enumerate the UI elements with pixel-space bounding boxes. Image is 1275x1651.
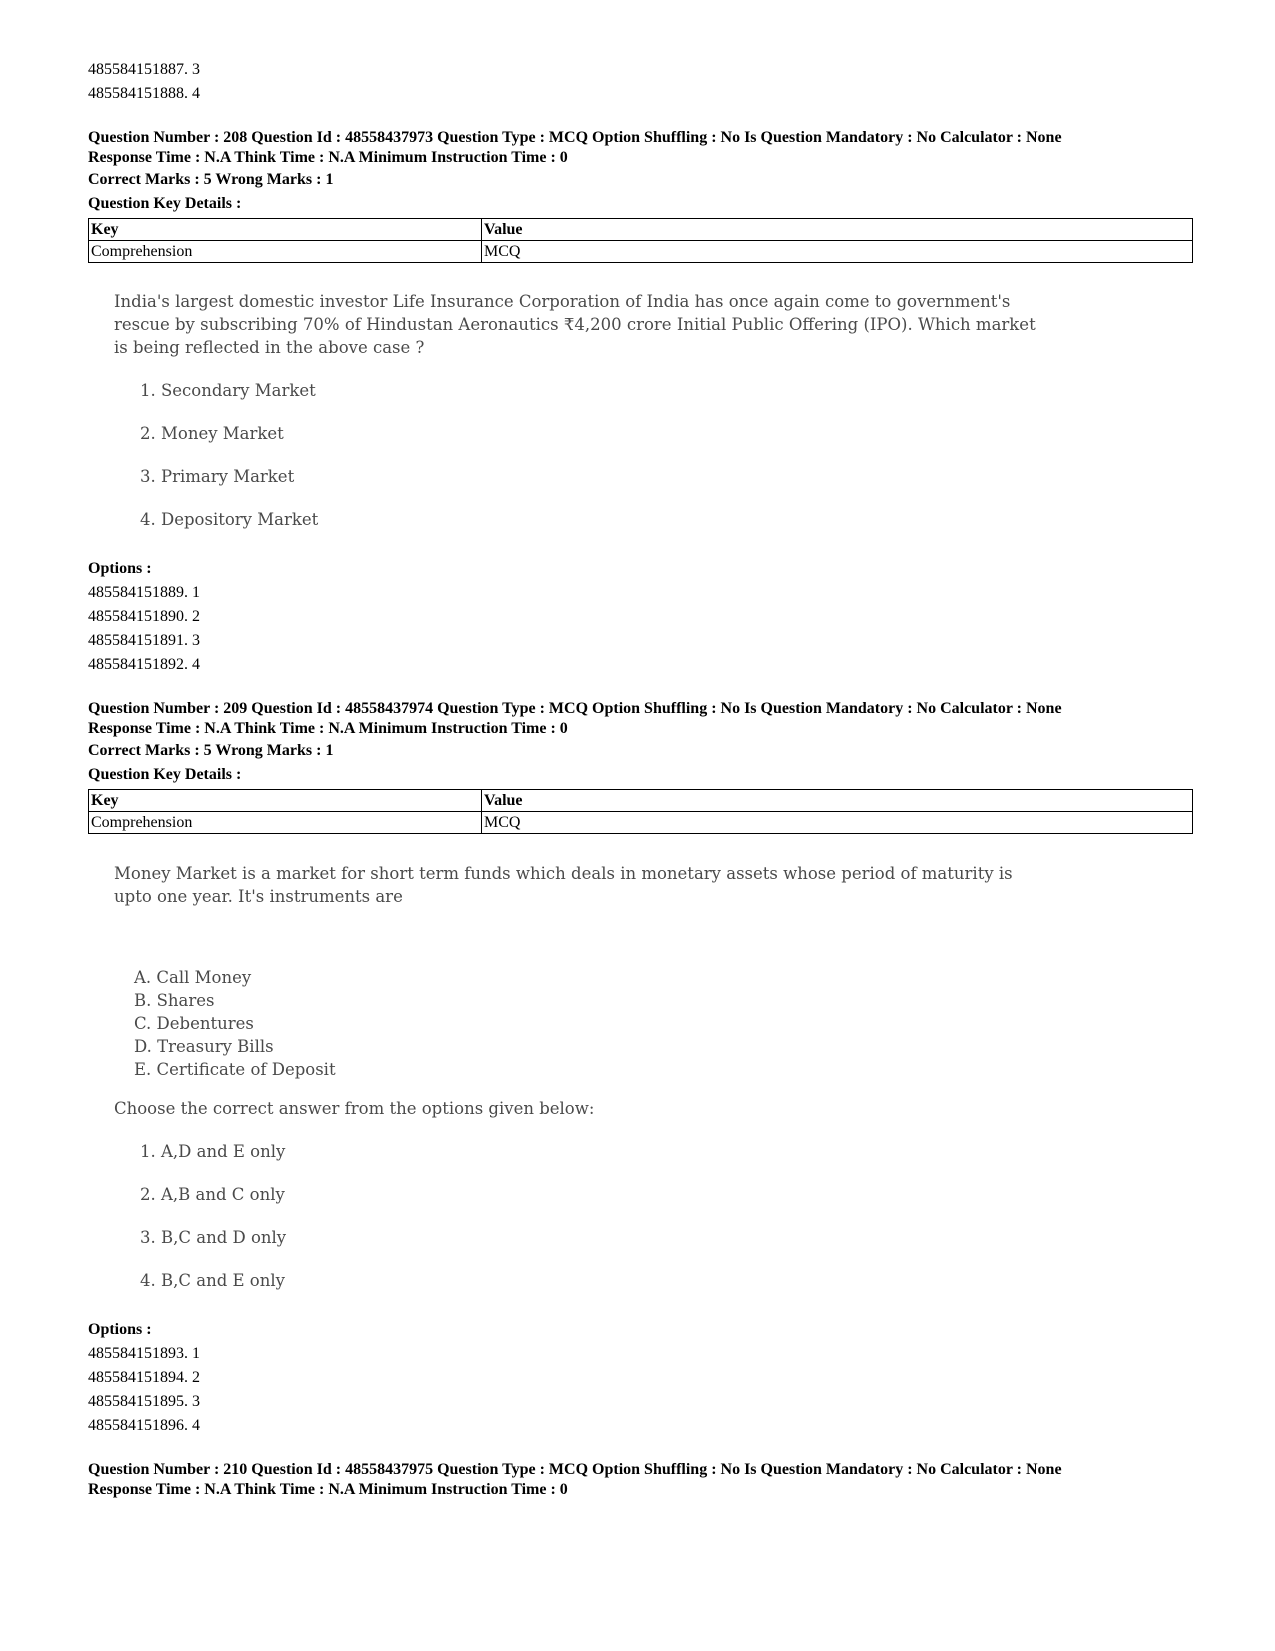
answer-choice: 2. Money Market <box>140 424 284 443</box>
question-image <box>114 862 1193 1292</box>
option-line: 485584151888. 4 <box>88 85 200 102</box>
instruction-text: Choose the correct answer from the options given below: <box>114 1099 595 1118</box>
table-header-key: Key <box>89 219 482 241</box>
option-line: 485584151889. 1 <box>88 584 200 601</box>
question-timing: Response Time : N.A Think Time : N.A Minimum Instruction Time : 0 <box>88 1481 568 1498</box>
option-line: 485584151896. 4 <box>88 1417 200 1434</box>
question-header: Question Number : 208 Question Id : 48558437973 Question Type : MCQ Option Shuffling : No Is Question Mandatory : No Calculator : None <box>88 129 1062 146</box>
list-item: B. Shares <box>134 991 215 1010</box>
options-label: Options : <box>88 1321 152 1338</box>
question-text: India's largest domestic investor Life Insurance Corporation of India has once again come to government's <box>114 292 1011 311</box>
question-header: Question Number : 209 Question Id : 48558437974 Question Type : MCQ Option Shuffling : No Is Question Mandatory : No Calculator : None <box>88 700 1062 717</box>
question-header: Question Number : 210 Question Id : 48558437975 Question Type : MCQ Option Shuffling : No Is Question Mandatory : No Calculator : None <box>88 1461 1062 1478</box>
question-208 <box>88 128 1193 677</box>
answer-choice: 4. B,C and E only <box>140 1271 285 1290</box>
answer-choice: 1. Secondary Market <box>140 381 316 400</box>
key-details-label: Question Key Details : <box>88 195 242 212</box>
options-label: Options : <box>88 560 152 577</box>
key-details-label: Question Key Details : <box>88 766 242 783</box>
document-page <box>88 58 1193 1500</box>
option-line: 485584151894. 2 <box>88 1369 200 1386</box>
answer-choice: 1. A,D and E only <box>140 1142 286 1161</box>
table-header-row <box>89 790 1193 812</box>
question-text: rescue by subscribing 70% of Hindustan Aeronautics ₹4,200 crore Initial Public Offering (IPO). Which market <box>114 315 1036 334</box>
answer-choice: 4. Depository Market <box>140 510 319 529</box>
option-line: 485584151895. 3 <box>88 1393 200 1410</box>
list-item: E. Certificate of Deposit <box>134 1060 336 1079</box>
instrument-list <box>134 966 1193 1081</box>
table-row <box>89 241 1193 263</box>
option-line: 485584151891. 3 <box>88 632 200 649</box>
table-header-row <box>89 219 1193 241</box>
list-item: D. Treasury Bills <box>134 1037 274 1056</box>
option-line: 485584151892. 4 <box>88 656 200 673</box>
table-header-key: Key <box>89 790 482 812</box>
question-timing: Response Time : N.A Think Time : N.A Minimum Instruction Time : 0 <box>88 720 568 737</box>
option-line: 485584151890. 2 <box>88 608 200 625</box>
question-timing: Response Time : N.A Think Time : N.A Minimum Instruction Time : 0 <box>88 149 568 166</box>
question-image <box>114 290 1193 531</box>
question-text: Money Market is a market for short term funds which deals in monetary assets whose period of maturity is <box>114 864 1013 883</box>
table-row <box>89 812 1193 834</box>
key-details-table <box>88 789 1193 834</box>
answer-choice: 3. Primary Market <box>140 467 295 486</box>
question-text: upto one year. It's instruments are <box>114 887 403 906</box>
table-cell-value: MCQ <box>482 241 1193 263</box>
question-marks: Correct Marks : 5 Wrong Marks : 1 <box>88 171 334 188</box>
list-item: A. Call Money <box>134 968 252 987</box>
table-cell-value: MCQ <box>482 812 1193 834</box>
answer-choice: 2. A,B and C only <box>140 1185 285 1204</box>
question-marks: Correct Marks : 5 Wrong Marks : 1 <box>88 742 334 759</box>
question-209 <box>88 699 1193 1438</box>
option-line: 485584151893. 1 <box>88 1345 200 1362</box>
table-cell-key: Comprehension <box>89 812 482 834</box>
list-item: C. Debentures <box>134 1014 254 1033</box>
answer-choice: 3. B,C and D only <box>140 1228 287 1247</box>
question-210 <box>88 1460 1193 1500</box>
table-header-value: Value <box>482 790 1193 812</box>
question-text: is being reflected in the above case ? <box>114 338 425 357</box>
option-line: 485584151887. 3 <box>88 61 200 78</box>
table-cell-key: Comprehension <box>89 241 482 263</box>
table-header-value: Value <box>482 219 1193 241</box>
key-details-table <box>88 218 1193 263</box>
